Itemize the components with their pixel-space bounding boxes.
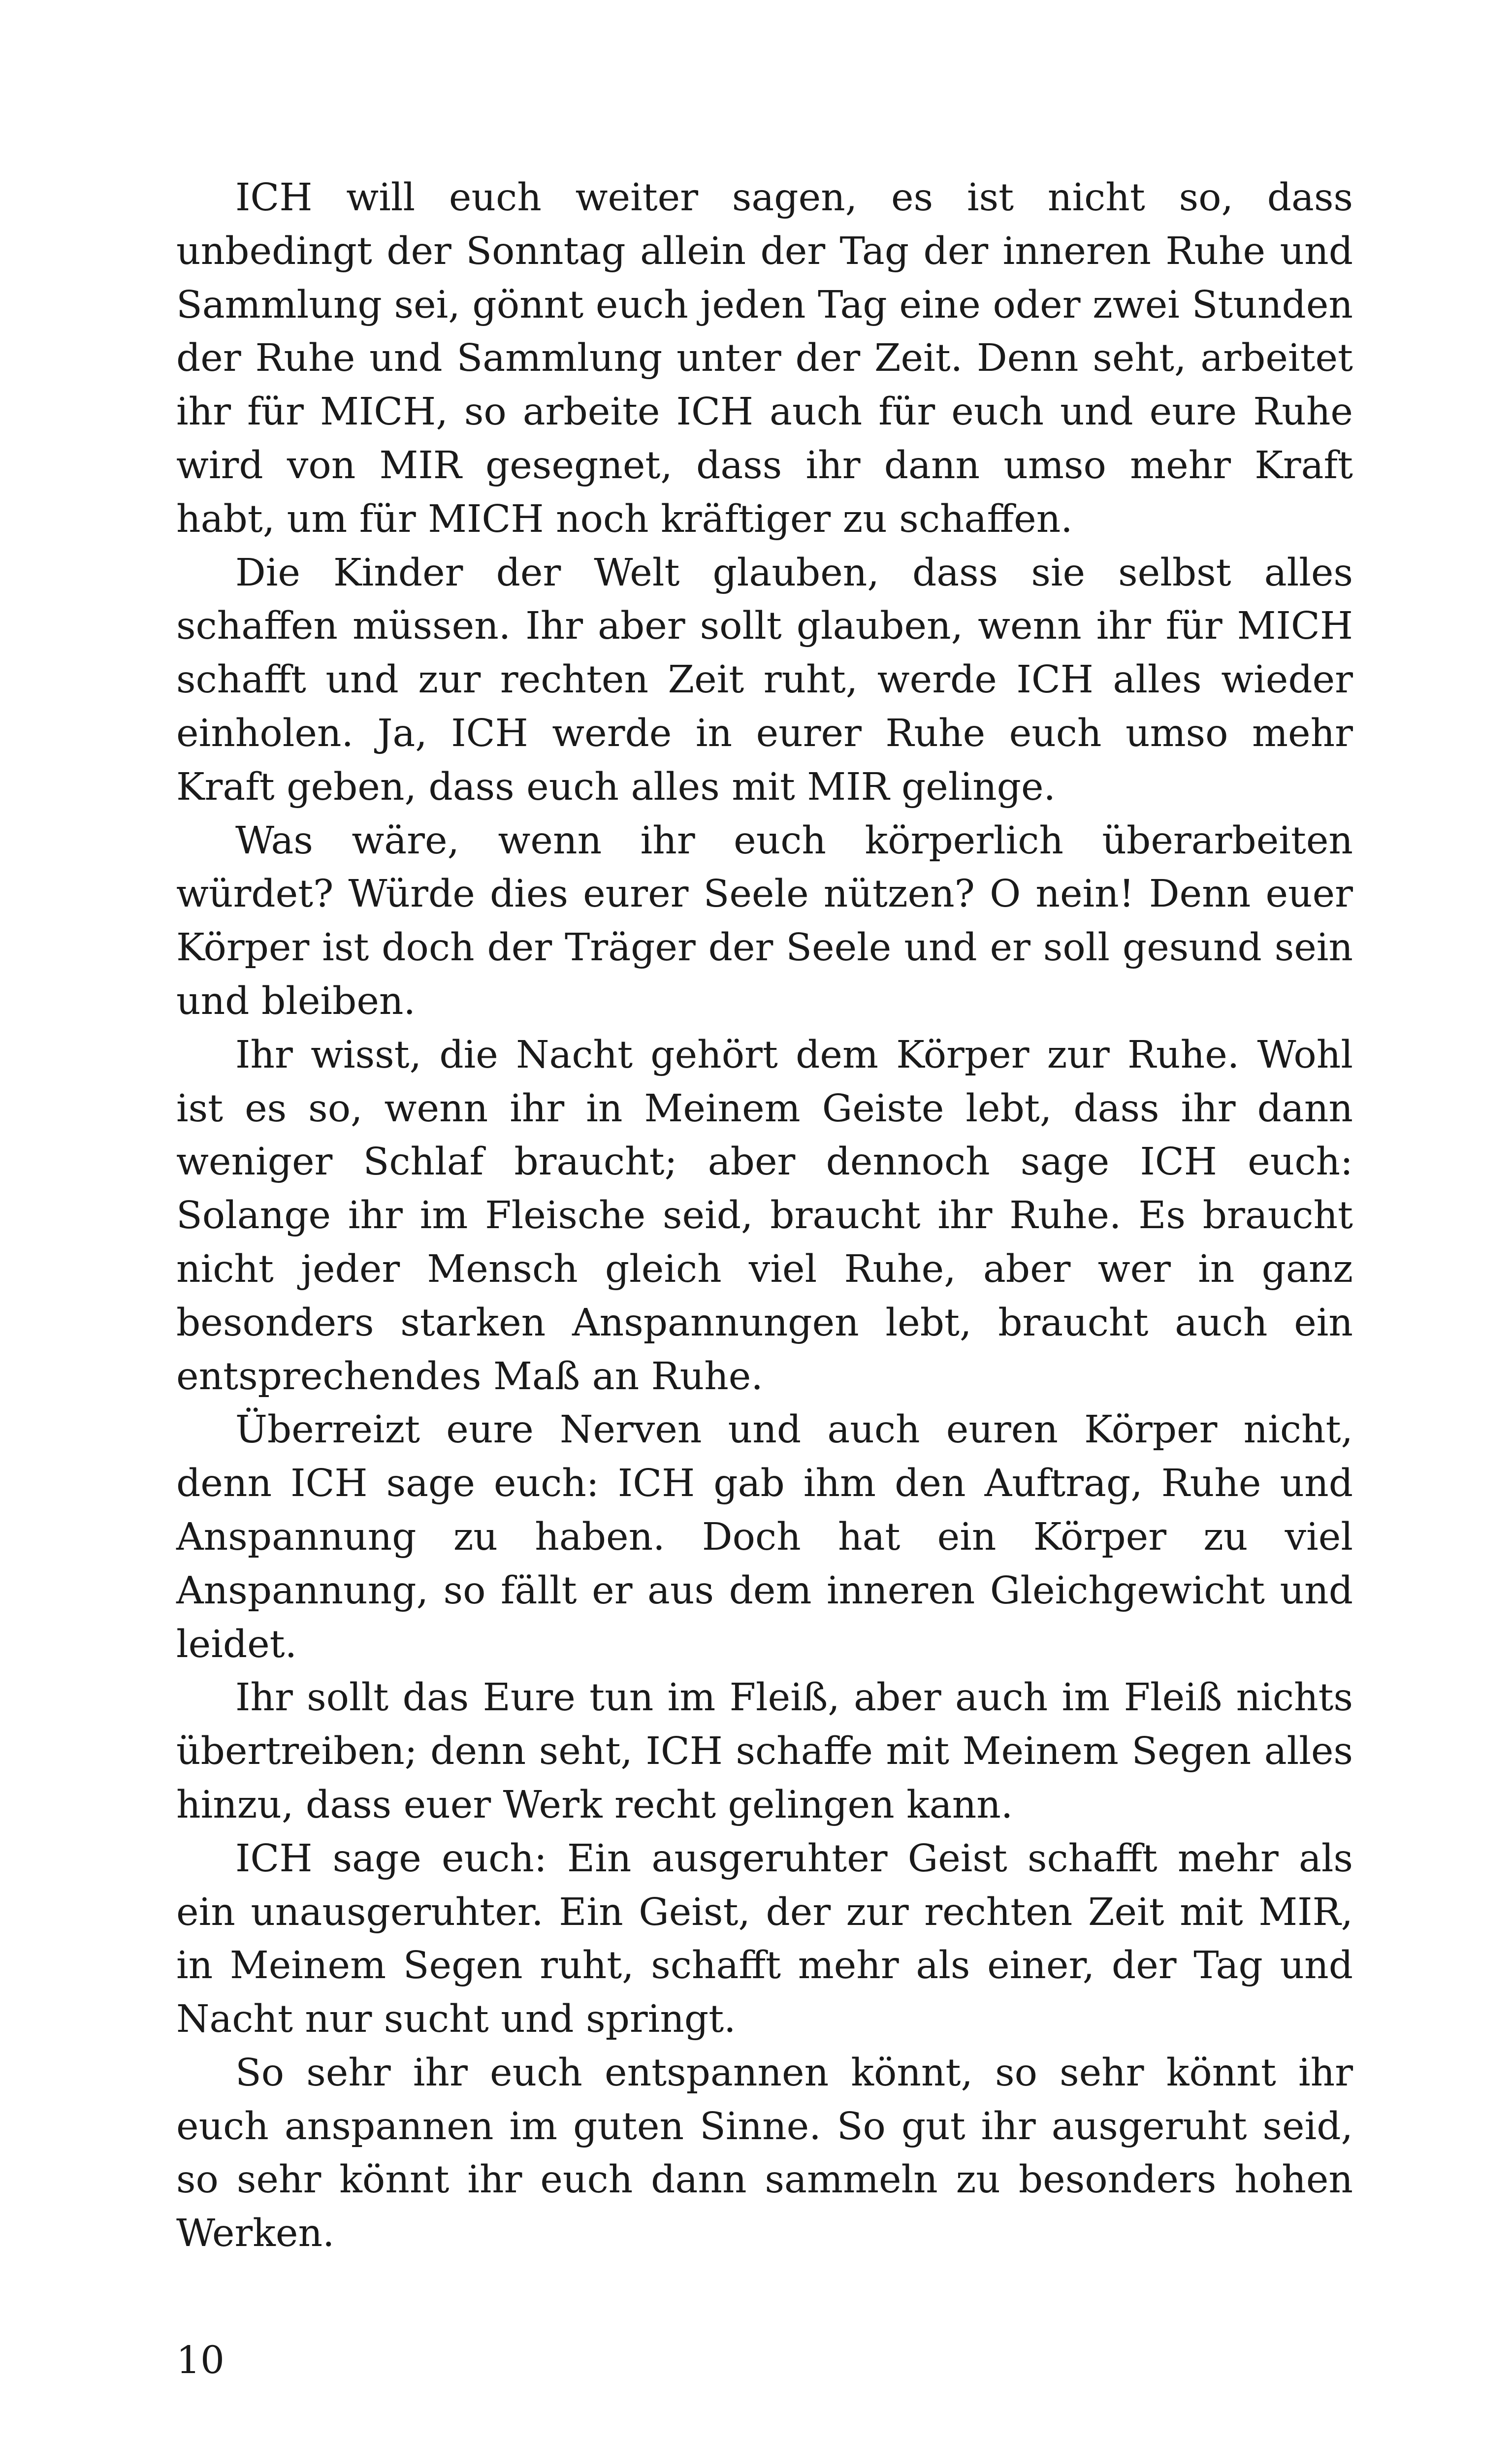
paragraph-6: Ihr sollt das Eure tun im Fleiß, aber auch im Fleiß nichts übertreiben; denn seht, ICH schaffe mit Meinem Segen alles hinzu, dass euer Werk recht gelingen kann. [176, 1676, 1353, 1827]
paragraph-5: Überreizt eure Nerven und auch euren Körper nicht, denn ICH sage euch: ICH gab ihm den Auftrag, Ruhe und Anspannung zu haben. Doch hat ein Körper zu viel Anspannung, so fällt er aus dem inneren Gleichgewicht und leidet. [176, 1408, 1353, 1666]
paragraph-2: Die Kinder der Welt glauben, dass sie selbst alles schaffen müssen. Ihr aber sollt glauben, wenn ihr für MICH schafft und zur rechten Zeit ruht, werde ICH alles wieder einholen. Ja, ICH werde in eurer Ruhe euch umso mehr Kraft geben, dass euch alles mit MIR gelinge. [176, 551, 1353, 809]
page-number: 10 [176, 2339, 225, 2382]
paragraph-3: Was wäre, wenn ihr euch körperlich überarbeiten würdet? Würde dies eurer Seele nützen? O nein! Denn euer Körper ist doch der Träger der Seele und er soll gesund sein und bleiben. [176, 818, 1353, 1023]
paragraph-7: ICH sage euch: Ein ausgeruhter Geist schafft mehr als ein unausgeruhter. Ein Geist, der zur rechten Zeit mit MIR, in Meinem Segen ruht, schafft mehr als einer, der Tag und Nacht nur sucht und springt. [176, 1836, 1353, 2042]
paragraph-1: ICH will euch weiter sagen, es ist nicht so, dass unbedingt der Sonntag allein der Tag der inneren Ruhe und Sammlung sei, gönnt euch jeden Tag eine oder zwei Stunden der Ruhe und Sammlung unter der Zeit. Denn seht, arbeitet ihr für MICH, so arbeite ICH auch für euch und eure Ruhe wird von MIR gesegnet, dass ihr dann umso mehr Kraft habt, um für MICH noch kräftiger zu schaffen. [176, 176, 1353, 541]
paragraph-8: So sehr ihr euch entspannen könnt, so sehr könnt ihr euch anspannen im guten Sinne. So gut ihr ausgeruht seid, so sehr könnt ihr euch dann sammeln zu besonders hohen Werken. [176, 2051, 1353, 2256]
paragraph-4: Ihr wisst, die Nacht gehört dem Körper zur Ruhe. Wohl ist es so, wenn ihr in Meinem Geiste lebt, dass ihr dann weniger Schlaf braucht; aber dennoch sage ICH euch: Solange ihr im Fleische seid, braucht ihr Ruhe. Es braucht nicht jeder Mensch gleich viel Ruhe, aber wer in ganz besonders starken Anspannungen lebt, braucht auch ein entsprechendes Maß an Ruhe. [176, 1033, 1353, 1399]
body-text [176, 171, 1353, 2261]
